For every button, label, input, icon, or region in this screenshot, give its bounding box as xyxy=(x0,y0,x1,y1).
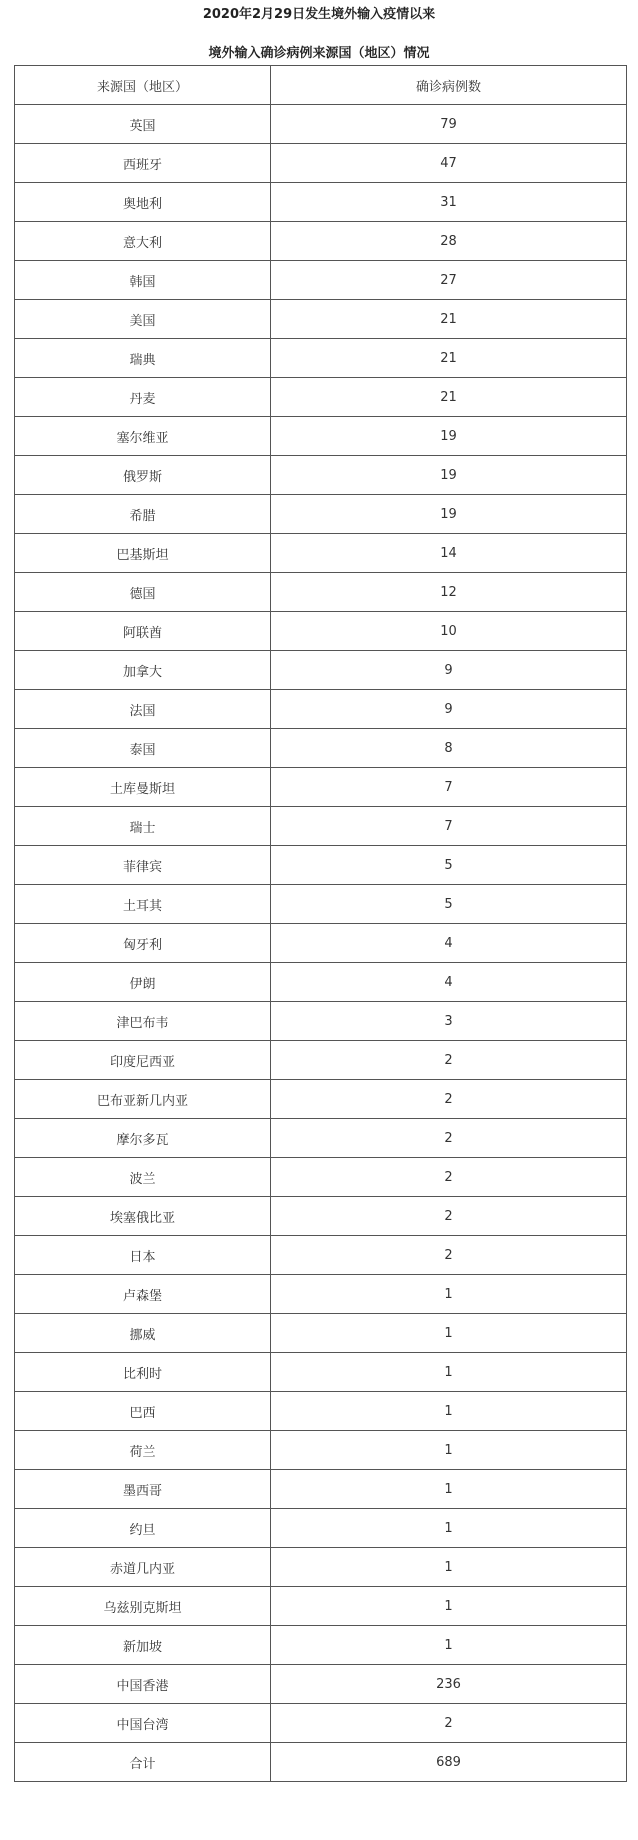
table-row xyxy=(15,1509,627,1548)
table-row xyxy=(15,1353,627,1392)
case-count-cell: 2 xyxy=(271,1236,627,1275)
source-country-cell: 德国 xyxy=(15,573,271,612)
source-country-cell: 美国 xyxy=(15,300,271,339)
total-label: 合计 xyxy=(15,1743,271,1782)
source-country-cell: 荷兰 xyxy=(15,1431,271,1470)
case-count-cell: 4 xyxy=(271,963,627,1002)
source-country-cell: 印度尼西亚 xyxy=(15,1041,271,1080)
table-row xyxy=(15,1665,627,1704)
case-count-cell: 1 xyxy=(271,1353,627,1392)
source-country-cell: 摩尔多瓦 xyxy=(15,1119,271,1158)
table-row xyxy=(15,924,627,963)
source-country-cell: 泰国 xyxy=(15,729,271,768)
table-row xyxy=(15,729,627,768)
source-country-cell: 意大利 xyxy=(15,222,271,261)
table-row xyxy=(15,1626,627,1665)
case-count-cell: 28 xyxy=(271,222,627,261)
table-row xyxy=(15,846,627,885)
case-count-cell: 4 xyxy=(271,924,627,963)
table-row xyxy=(15,807,627,846)
table-row xyxy=(15,339,627,378)
source-country-cell: 法国 xyxy=(15,690,271,729)
case-count-cell: 27 xyxy=(271,261,627,300)
source-country-cell: 挪威 xyxy=(15,1314,271,1353)
source-country-cell: 匈牙利 xyxy=(15,924,271,963)
source-country-cell: 巴布亚新几内亚 xyxy=(15,1080,271,1119)
table-row xyxy=(15,651,627,690)
source-country-cell: 巴西 xyxy=(15,1392,271,1431)
total-row xyxy=(15,1743,627,1782)
table-row xyxy=(15,300,627,339)
case-count-cell: 3 xyxy=(271,1002,627,1041)
case-count-cell: 2 xyxy=(271,1080,627,1119)
source-country-cell: 奥地利 xyxy=(15,183,271,222)
cases-table xyxy=(14,65,627,1782)
source-country-cell: 埃塞俄比亚 xyxy=(15,1197,271,1236)
case-count-cell: 21 xyxy=(271,339,627,378)
table-row xyxy=(15,1275,627,1314)
table-row xyxy=(15,456,627,495)
case-count-cell: 12 xyxy=(271,573,627,612)
case-count-cell: 1 xyxy=(271,1431,627,1470)
table-row xyxy=(15,1119,627,1158)
case-count-cell: 7 xyxy=(271,768,627,807)
table-row xyxy=(15,612,627,651)
table-row xyxy=(15,690,627,729)
case-count-cell: 31 xyxy=(271,183,627,222)
table-row xyxy=(15,573,627,612)
case-count-cell: 5 xyxy=(271,885,627,924)
case-count-cell: 9 xyxy=(271,690,627,729)
table-row xyxy=(15,378,627,417)
case-count-cell: 236 xyxy=(271,1665,627,1704)
source-country-cell: 瑞典 xyxy=(15,339,271,378)
table-row xyxy=(15,1704,627,1743)
table-row xyxy=(15,534,627,573)
case-count-cell: 8 xyxy=(271,729,627,768)
source-country-cell: 乌兹别克斯坦 xyxy=(15,1587,271,1626)
table-row xyxy=(15,1236,627,1275)
table-row xyxy=(15,1431,627,1470)
source-country-cell: 阿联酋 xyxy=(15,612,271,651)
case-count-cell: 9 xyxy=(271,651,627,690)
case-count-cell: 1 xyxy=(271,1587,627,1626)
source-country-cell: 波兰 xyxy=(15,1158,271,1197)
table-row xyxy=(15,1314,627,1353)
source-country-cell: 中国香港 xyxy=(15,1665,271,1704)
source-country-cell: 西班牙 xyxy=(15,144,271,183)
table-row xyxy=(15,768,627,807)
case-count-cell: 2 xyxy=(271,1197,627,1236)
table-row xyxy=(15,1392,627,1431)
source-country-cell: 瑞士 xyxy=(15,807,271,846)
table-row xyxy=(15,1197,627,1236)
page-title: 2020年2月29日发生境外输入疫情以来 xyxy=(202,7,436,22)
case-count-cell: 1 xyxy=(271,1470,627,1509)
table-row xyxy=(15,144,627,183)
source-country-cell: 卢森堡 xyxy=(15,1275,271,1314)
source-country-cell: 英国 xyxy=(15,105,271,144)
table-row xyxy=(15,963,627,1002)
table-body xyxy=(15,105,627,1743)
total-value: 689 xyxy=(271,1743,627,1782)
case-count-cell: 1 xyxy=(271,1275,627,1314)
table-row xyxy=(15,885,627,924)
case-count-cell: 19 xyxy=(271,456,627,495)
source-country-cell: 约旦 xyxy=(15,1509,271,1548)
column-header-cases: 确诊病例数 xyxy=(271,66,627,105)
table-row xyxy=(15,1002,627,1041)
source-country-cell: 中国台湾 xyxy=(15,1704,271,1743)
table-row xyxy=(15,1548,627,1587)
table-row xyxy=(15,1158,627,1197)
case-count-cell: 19 xyxy=(271,495,627,534)
table-row xyxy=(15,1470,627,1509)
table-title: 境外输入确诊病例来源国（地区）情况 xyxy=(208,46,430,61)
source-country-cell: 日本 xyxy=(15,1236,271,1275)
table-row xyxy=(15,417,627,456)
table-row xyxy=(15,183,627,222)
table-row xyxy=(15,495,627,534)
source-country-cell: 比利时 xyxy=(15,1353,271,1392)
table-row xyxy=(15,105,627,144)
table-row xyxy=(15,1080,627,1119)
table-row xyxy=(15,1041,627,1080)
table-row xyxy=(15,261,627,300)
case-count-cell: 2 xyxy=(271,1704,627,1743)
source-country-cell: 俄罗斯 xyxy=(15,456,271,495)
source-country-cell: 巴基斯坦 xyxy=(15,534,271,573)
case-count-cell: 47 xyxy=(271,144,627,183)
case-count-cell: 7 xyxy=(271,807,627,846)
case-count-cell: 5 xyxy=(271,846,627,885)
case-count-cell: 1 xyxy=(271,1392,627,1431)
column-header-source: 来源国（地区） xyxy=(15,66,271,105)
case-count-cell: 1 xyxy=(271,1626,627,1665)
source-country-cell: 加拿大 xyxy=(15,651,271,690)
case-count-cell: 1 xyxy=(271,1548,627,1587)
case-count-cell: 21 xyxy=(271,300,627,339)
table-header-row xyxy=(15,66,627,105)
source-country-cell: 土耳其 xyxy=(15,885,271,924)
source-country-cell: 菲律宾 xyxy=(15,846,271,885)
source-country-cell: 伊朗 xyxy=(15,963,271,1002)
table-row xyxy=(15,222,627,261)
case-count-cell: 10 xyxy=(271,612,627,651)
source-country-cell: 墨西哥 xyxy=(15,1470,271,1509)
case-count-cell: 21 xyxy=(271,378,627,417)
source-country-cell: 土库曼斯坦 xyxy=(15,768,271,807)
case-count-cell: 2 xyxy=(271,1119,627,1158)
source-country-cell: 赤道几内亚 xyxy=(15,1548,271,1587)
case-count-cell: 2 xyxy=(271,1041,627,1080)
table-row xyxy=(15,1587,627,1626)
source-country-cell: 韩国 xyxy=(15,261,271,300)
case-count-cell: 14 xyxy=(271,534,627,573)
case-count-cell: 79 xyxy=(271,105,627,144)
case-count-cell: 1 xyxy=(271,1314,627,1353)
source-country-cell: 塞尔维亚 xyxy=(15,417,271,456)
case-count-cell: 2 xyxy=(271,1158,627,1197)
source-country-cell: 津巴布韦 xyxy=(15,1002,271,1041)
source-country-cell: 丹麦 xyxy=(15,378,271,417)
source-country-cell: 新加坡 xyxy=(15,1626,271,1665)
case-count-cell: 19 xyxy=(271,417,627,456)
source-country-cell: 希腊 xyxy=(15,495,271,534)
case-count-cell: 1 xyxy=(271,1509,627,1548)
